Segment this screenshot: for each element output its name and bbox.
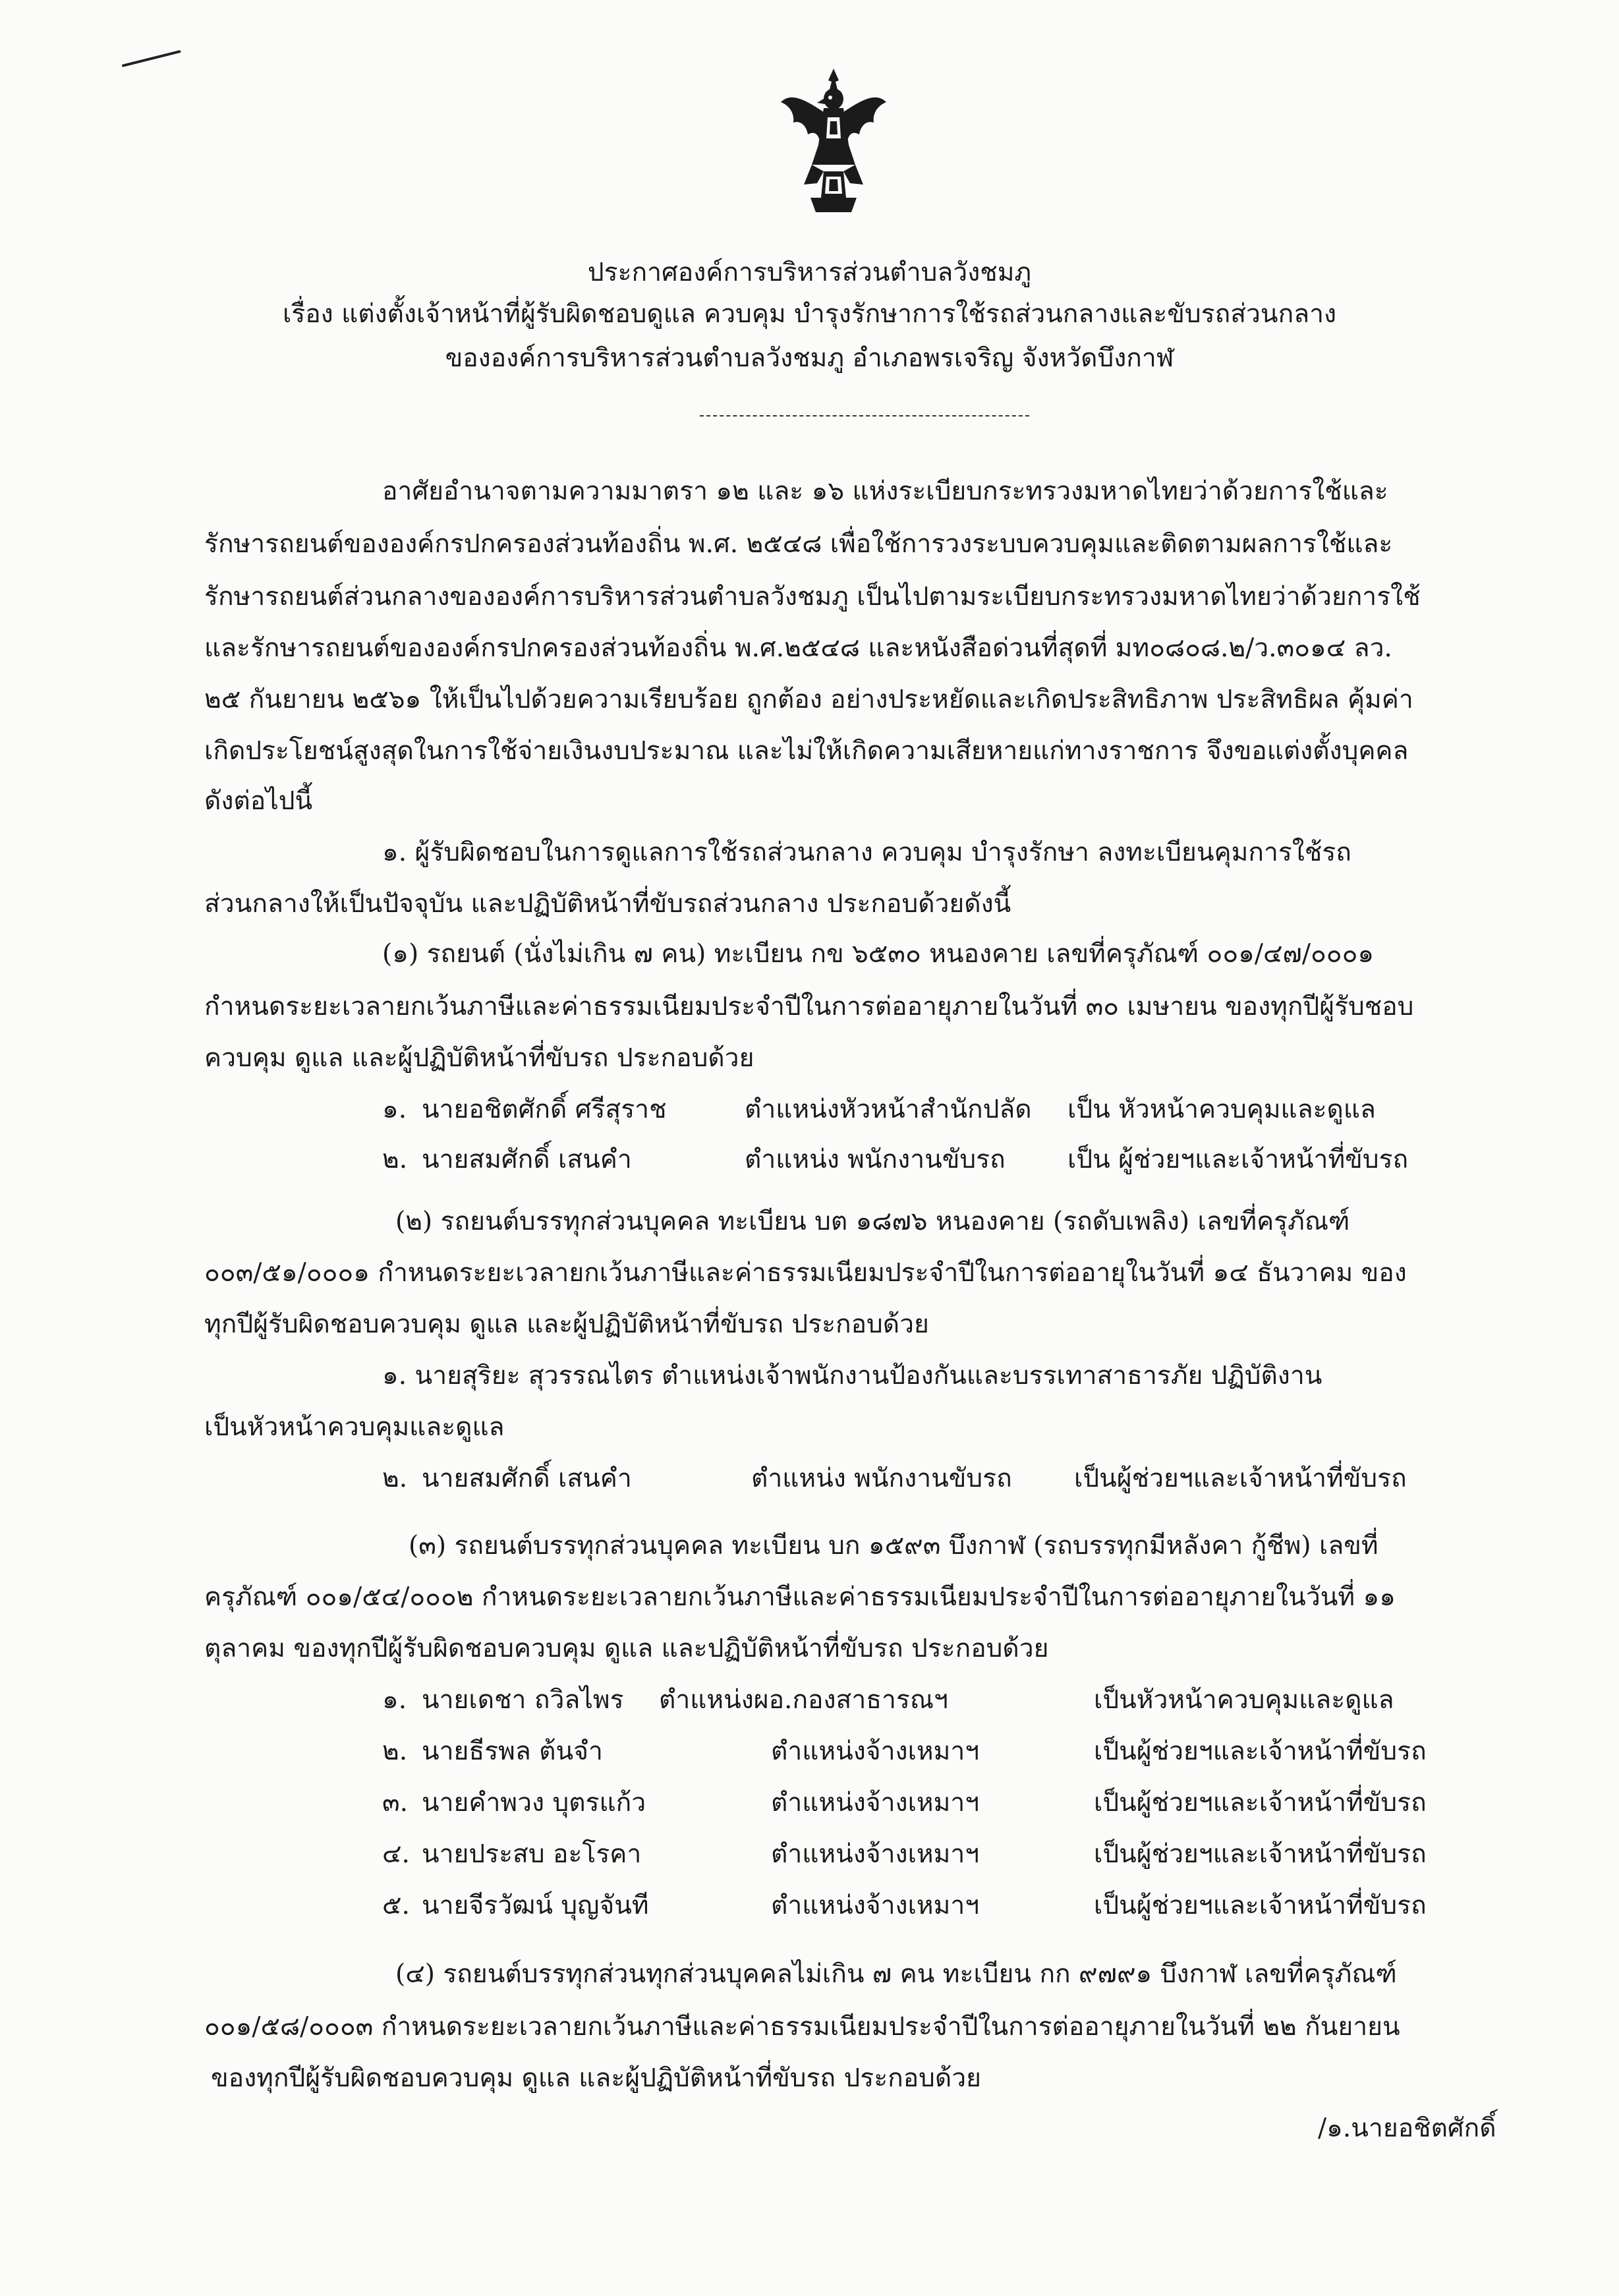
vehicle-2-line: (๒) รถยนต์บรรทุกส่วนบุคคล ทะเบียน บต ๑๘๗๖ หนองคาย (รถดับเพลิง) เลขที่ครุภัณฑ์ <box>395 1207 1350 1236</box>
staff-position: ตำแหน่งจ้างเหมาฯ <box>771 1839 980 1869</box>
intro-line: รักษารถยนต์ขององค์กรปกครองส่วนท้องถิ่น พ.ศ. ๒๕๔๘ เพื่อใช้การวงระบบควบคุมและติดตามผลการใช้และ <box>204 529 1393 559</box>
staff-entry-continued: เป็นหัวหน้าควบคุมและดูแล <box>204 1412 505 1442</box>
vehicle-3-line: ตุลาคม ของทุกปีผู้รับผิดชอบควบคุม ดูแล และปฏิบัติหน้าที่ขับรถ ประกอบด้วย <box>204 1634 1049 1663</box>
staff-name: นายประสบ อะโรคา <box>422 1839 642 1869</box>
vehicle-2-line: ทุกปีผู้รับผิดชอบควบคุม ดูแล และผู้ปฏิบัติหน้าที่ขับรถ ประกอบด้วย <box>204 1309 929 1339</box>
section-1-heading: ๑. ผู้รับผิดชอบในการดูแลการใช้รถส่วนกลาง ควบคุม บำรุงรักษา ลงทะเบียนคุมการใช้รถ <box>382 838 1351 867</box>
staff-role: เป็น ผู้ช่วยฯและเจ้าหน้าที่ขับรถ <box>1067 1145 1409 1174</box>
intro-line: อาศัยอำนาจตามความมาตรา ๑๒ และ ๑๖ แห่งระเบียบกระทรวงมหาดไทยว่าด้วยการใช้และ <box>382 476 1388 506</box>
staff-position: ตำแหน่งจ้างเหมาฯ <box>771 1788 980 1818</box>
staff-number: ๒. <box>382 1145 408 1174</box>
staff-position: ตำแหน่งผอ.กองสาธารณฯ <box>659 1685 948 1715</box>
staff-position: ตำแหน่งหัวหน้าสำนักปลัด <box>745 1095 1032 1124</box>
staff-role: เป็นผู้ช่วยฯและเจ้าหน้าที่ขับรถ <box>1094 1839 1427 1869</box>
staff-number: ๑. <box>382 1095 407 1124</box>
staff-name: นายจีรวัฒน์ บุญจันที <box>422 1891 649 1920</box>
vehicle-3-line: ครุภัณฑ์ ๐๐๑/๕๔/๐๐๐๒ กำหนดระยะเวลายกเว้นภาษีและค่าธรรมเนียมประจำปีในการต่ออายุภายในวันที่ ๑๑ <box>204 1582 1396 1612</box>
staff-name: นายสมศักดิ์ เสนคำ <box>422 1145 632 1174</box>
vehicle-2-line: ๐๐๓/๕๑/๐๐๐๑ กำหนดระยะเวลายกเว้นภาษีและค่าธรรมเนียมประจำปีในการต่ออายุในวันที่ ๑๔ ธันวาคม ของ <box>204 1258 1407 1288</box>
staff-entry: ๑. นายสุริยะ สุวรรณไตร ตำแหน่งเจ้าพนักงานป้องกันและบรรเทาสาธารภัย ปฏิบัติงาน <box>382 1361 1322 1391</box>
section-1-text: ส่วนกลางให้เป็นปัจจุบัน และปฏิบัติหน้าที่ขับรถส่วนกลาง ประกอบด้วยดังนี้ <box>204 889 1011 919</box>
garuda-emblem-icon <box>778 66 890 214</box>
intro-line: รักษารถยนต์ส่วนกลางขององค์การบริหารส่วนตำบลวังชมภู เป็นไปตามระเบียบกระทรวงมหาดไทยว่าด้วยการใช้ <box>204 582 1421 612</box>
page-continuation-marker: /๑.นายอชิตศักดิ์ <box>1318 2113 1496 2143</box>
staff-role: เป็นผู้ช่วยฯและเจ้าหน้าที่ขับรถ <box>1094 1891 1427 1920</box>
vehicle-3-line: (๓) รถยนต์บรรทุกส่วนบุคคล ทะเบียน บก ๑๕๙๓ บึงกาฬ (รถบรรทุกมีหลังคา กู้ชีพ) เลขที่ <box>409 1531 1378 1561</box>
staff-number: ๓. <box>382 1788 409 1818</box>
staff-name: นายคำพวง บุตรแก้ว <box>422 1788 646 1818</box>
staff-role: เป็นหัวหน้าควบคุมและดูแล <box>1094 1685 1394 1715</box>
intro-line: และรักษารถยนต์ขององค์กรปกครองส่วนท้องถิ่น พ.ศ.๒๕๔๘ และหนังสือด่วนที่สุดที่ มท๐๘๐๘.๒/ว.๓๐๑๔ ลว. <box>204 633 1392 663</box>
staff-role: เป็นผู้ช่วยฯและเจ้าหน้าที่ขับรถ <box>1094 1736 1427 1766</box>
staff-position: ตำแหน่งจ้างเหมาฯ <box>771 1891 980 1920</box>
intro-line: เกิดประโยชน์สูงสุดในการใช้จ่ายเงินงบประมาณ และไม่ให้เกิดความเสียหายแก่ทางราชการ จึงขอแต่งตั้งบุคคล <box>204 736 1409 766</box>
staff-role: เป็น หัวหน้าควบคุมและดูแล <box>1067 1095 1376 1124</box>
staff-name: นายอชิตศักดิ์ ศรีสุราช <box>422 1095 667 1124</box>
header-divider <box>700 415 1029 416</box>
staff-number: ๑. <box>382 1685 407 1715</box>
staff-name: นายเดชา ถวิลไพร <box>422 1685 624 1715</box>
staff-position: ตำแหน่งจ้างเหมาฯ <box>771 1736 980 1766</box>
vehicle-4-line: ของทุกปีผู้รับผิดชอบควบคุม ดูแล และผู้ปฏิบัติหน้าที่ขับรถ ประกอบด้วย <box>211 2063 982 2093</box>
intro-line: ดังต่อไปนี้ <box>204 786 313 816</box>
subject-line-2: ขององค์การบริหารส่วนตำบลวังชมภู อำเภอพรเจริญ จังหวัดบึงกาฬ <box>445 343 1174 373</box>
vehicle-4-line: ๐๐๑/๕๘/๐๐๐๓ กำหนดระยะเวลายกเว้นภาษีและค่าธรรมเนียมประจำปีในการต่ออายุภายในวันที่ ๒๒ กันยายน <box>204 2012 1400 2042</box>
staff-number: ๕. <box>382 1891 410 1920</box>
staff-role: เป็นผู้ช่วยฯและเจ้าหน้าที่ขับรถ <box>1074 1464 1407 1493</box>
staff-name: นายสมศักดิ์ เสนคำ <box>422 1464 632 1493</box>
announcement-title: ประกาศองค์การบริหารส่วนตำบลวังชมภู <box>587 258 1032 287</box>
vehicle-1-line: กำหนดระยะเวลายกเว้นภาษีและค่าธรรมเนียมประจำปีในการต่ออายุภายในวันที่ ๓๐ เมษายน ของทุกปีผู้รับชอบ <box>204 992 1414 1021</box>
staff-number: ๒. <box>382 1736 408 1766</box>
staff-name: นายธีรพล ต้นจำ <box>422 1736 603 1766</box>
vehicle-1-line: (๑) รถยนต์ (นั่งไม่เกิน ๗ คน) ทะเบียน กข ๖๕๓๐ หนองคาย เลขที่ครุภัณฑ์ ๐๐๑/๔๗/๐๐๐๑ <box>382 939 1375 969</box>
vehicle-1-line: ควบคุม ดูแล และผู้ปฏิบัติหน้าที่ขับรถ ประกอบด้วย <box>204 1043 754 1073</box>
intro-line: ๒๕ กันยายน ๒๕๖๑ ให้เป็นไปด้วยความเรียบร้อย ถูกต้อง อย่างประหยัดและเกิดประสิทธิภาพ ประสิทธิผล คุ้มค่า <box>204 685 1413 714</box>
staff-number: ๔. <box>382 1839 410 1869</box>
staff-position: ตำแหน่ง พนักงานขับรถ <box>745 1145 1006 1174</box>
subject-line-1: เรื่อง แต่งตั้งเจ้าหน้าที่ผู้รับผิดชอบดูแล ควบคุม บำรุงรักษาการใช้รถส่วนกลางและขับรถส่วนกลาง <box>282 299 1337 329</box>
staff-role: เป็นผู้ช่วยฯและเจ้าหน้าที่ขับรถ <box>1094 1788 1427 1818</box>
staff-position: ตำแหน่ง พนักงานขับรถ <box>751 1464 1012 1493</box>
staff-number: ๒. <box>382 1464 408 1493</box>
vehicle-4-line: (๔) รถยนต์บรรทุกส่วนทุกส่วนบุคคลไม่เกิน ๗ คน ทะเบียน กก ๙๗๙๑ บึงกาฬ เลขที่ครุภัณฑ์ <box>395 1959 1397 1989</box>
pen-stroke-mark <box>122 50 181 67</box>
